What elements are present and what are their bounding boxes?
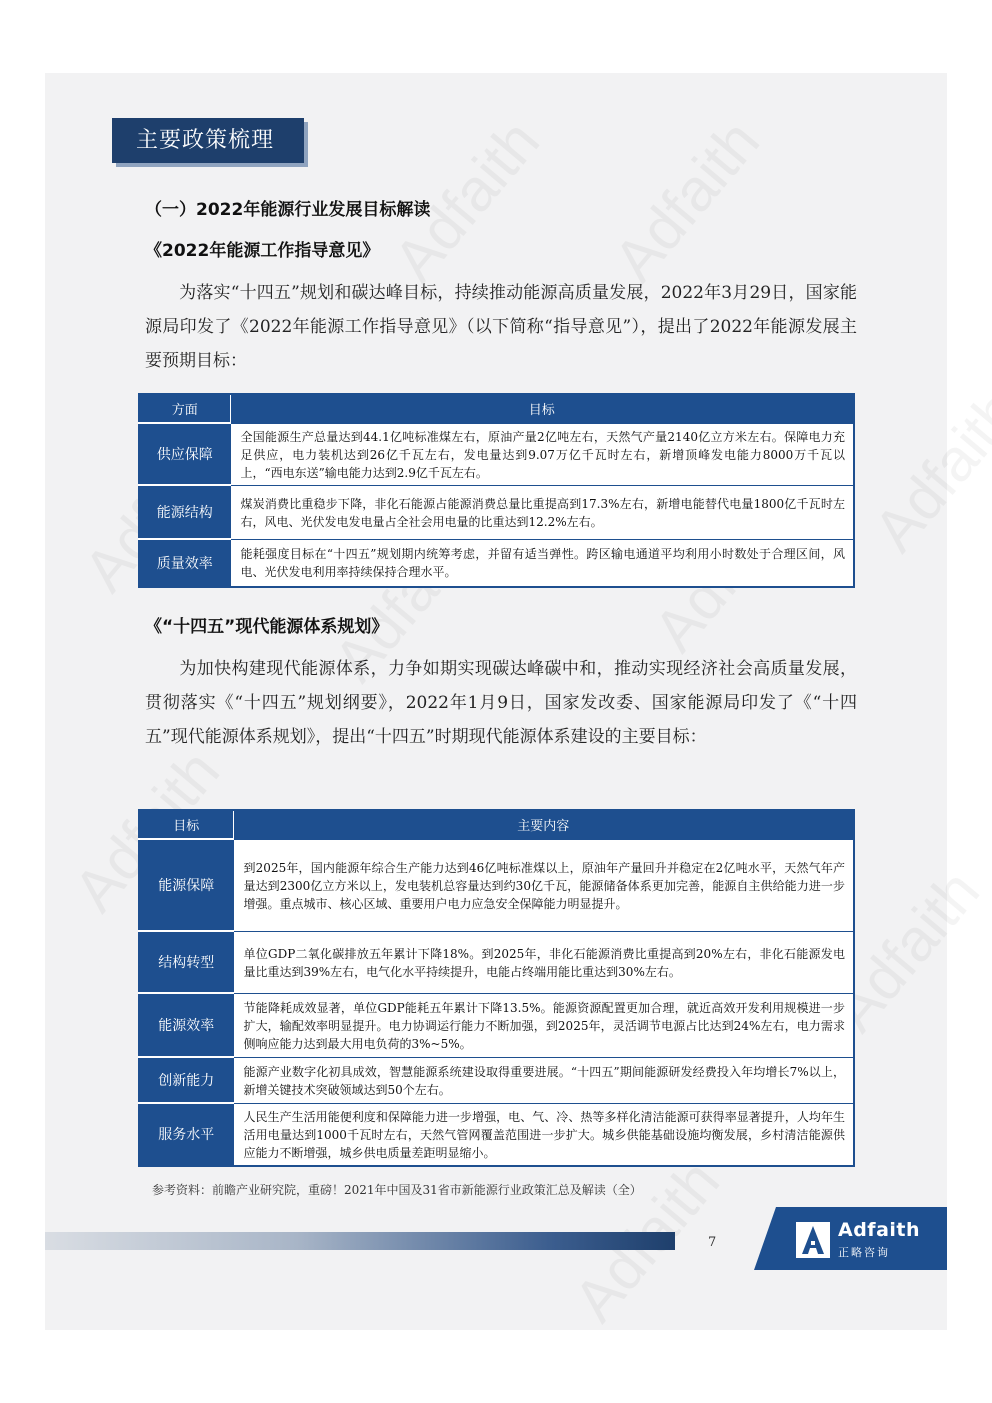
table-row (139, 931, 854, 993)
table-header: 主要内容 (233, 810, 854, 839)
paragraph-1 (145, 276, 857, 378)
row-label: 能源结构 (139, 485, 230, 539)
row-text: 单位GDP二氧化碳排放五年累计下降18%。到2025年，非化石能源消费比重提高到20%左右，非化石能源发电量比重达到39%左右，电气化水平持续提升，电能占终端用能比重达到30%左右。 (233, 931, 854, 993)
row-text: 节能降耗成效显著，单位GDP能耗五年累计下降13.5%。能源资源配置更加合理，就近高效开发利用规模进一步扩大，输配效率明显提升。电力协调运行能力不断加强，到2025年，灵活调节电源占比达到24%左右，电力需求侧响应能力达到最大用电负荷的3%~5%。 (233, 993, 854, 1057)
row-label: 结构转型 (139, 931, 233, 993)
table-row (139, 1103, 854, 1166)
table-row (139, 539, 854, 587)
section-heading: （一）2022年能源行业发展目标解读 (145, 200, 431, 220)
page-number: 7 (708, 1235, 717, 1250)
row-label: 质量效率 (139, 539, 230, 587)
table-header: 目标 (139, 810, 233, 839)
row-text: 能耗强度目标在“十四五”规划期内统筹考虑，并留有适当弹性。跨区输电通道平均利用小时数处于合理区间，风电、光伏发电利用率持续保持合理水平。 (230, 539, 854, 587)
row-label: 能源保障 (139, 839, 233, 931)
row-label: 能源效率 (139, 993, 233, 1057)
policy-title-1: 《2022年能源工作指导意见》 (145, 241, 380, 261)
table-header: 目标 (230, 394, 854, 423)
table-row (139, 839, 854, 931)
table-header: 方面 (139, 394, 230, 423)
table-row (139, 1057, 854, 1103)
footer-bar (45, 1232, 675, 1250)
row-text: 全国能源生产总量达到44.1亿吨标准煤左右，原油产量2亿吨左右，天然气产量2140亿立方米左右。保障电力充足供应，电力装机达到26亿千瓦左右，发电量达到9.07万亿千瓦时左右，新增顶峰发电能力8000万千瓦以上，“西电东送”输电能力达到2.9亿千瓦左右。 (230, 423, 854, 485)
row-text: 煤炭消费比重稳步下降，非化石能源占能源消费总量比重提高到17.3%左右，新增电能替代电量1800亿千瓦时左右，风电、光伏发电发电量占全社会用电量的比重达到12.2%左右。 (230, 485, 854, 539)
paragraph-2-text: 为加快构建现代能源体系，力争如期实现碳达峰碳中和，推动实现经济社会高质量发展，贯彻落实《“十四五”规划纲要》，2022年1月9日，国家发改委、国家能源局印发了《“十四五”现代能源体系规划》，提出“十四五”时期现代能源体系建设的主要目标： (145, 659, 857, 747)
row-text: 到2025年，国内能源年综合生产能力达到46亿吨标准煤以上，原油年产量回升并稳定在2亿吨水平，天然气年产量达到2300亿立方米以上，发电装机总容量达到约30亿千瓦，能源储备体系更加完善，能源自主供给能力进一步增强。重点城市、核心区域、重要用户电力应急安全保障能力明显提升。 (233, 839, 854, 931)
row-text: 能源产业数字化初具成效，智慧能源系统建设取得重要进展。“十四五”期间能源研发经费投入年均增长7%以上，新增关键技术突破领域达到50个左右。 (233, 1057, 854, 1103)
row-text: 人民生产生活用能便利度和保障能力进一步增强，电、气、冷、热等多样化清洁能源可获得率显著提升，人均年生活用电量达到1000千瓦时左右，天然气管网覆盖范围进一步扩大。城乡供能基础设施均衡发展，乡村清洁能源供应能力不断增强，城乡供电质量差距明显缩小。 (233, 1103, 854, 1166)
logo-chinese-name: 正略咨询 (838, 1246, 890, 1259)
goals-table-14th-five-year (138, 809, 855, 1167)
policy-title-2: 《“十四五”现代能源体系规划》 (145, 617, 389, 637)
table-row (139, 993, 854, 1057)
source-note: 参考资料：前瞻产业研究院，重磅！2021年中国及31省市新能源行业政策汇总及解读（全） (152, 1183, 642, 1197)
goals-table-2022 (138, 393, 855, 588)
table-row (139, 485, 854, 539)
section-title: 主要政策梳理 (136, 128, 275, 153)
row-label: 服务水平 (139, 1103, 233, 1166)
logo-name: Adfaith (838, 1219, 921, 1241)
row-label: 供应保障 (139, 423, 230, 485)
section-title-banner (112, 118, 304, 163)
row-label: 创新能力 (139, 1057, 233, 1103)
adfaith-logo-icon (796, 1222, 830, 1258)
paragraph-2 (145, 652, 857, 754)
table-row (139, 423, 854, 485)
paragraph-1-text: 为落实“十四五”规划和碳达峰目标，持续推动能源高质量发展，2022年3月29日，国家能源局印发了《2022年能源工作指导意见》（以下简称“指导意见”），提出了2022年能源发展主要预期目标： (145, 283, 857, 371)
